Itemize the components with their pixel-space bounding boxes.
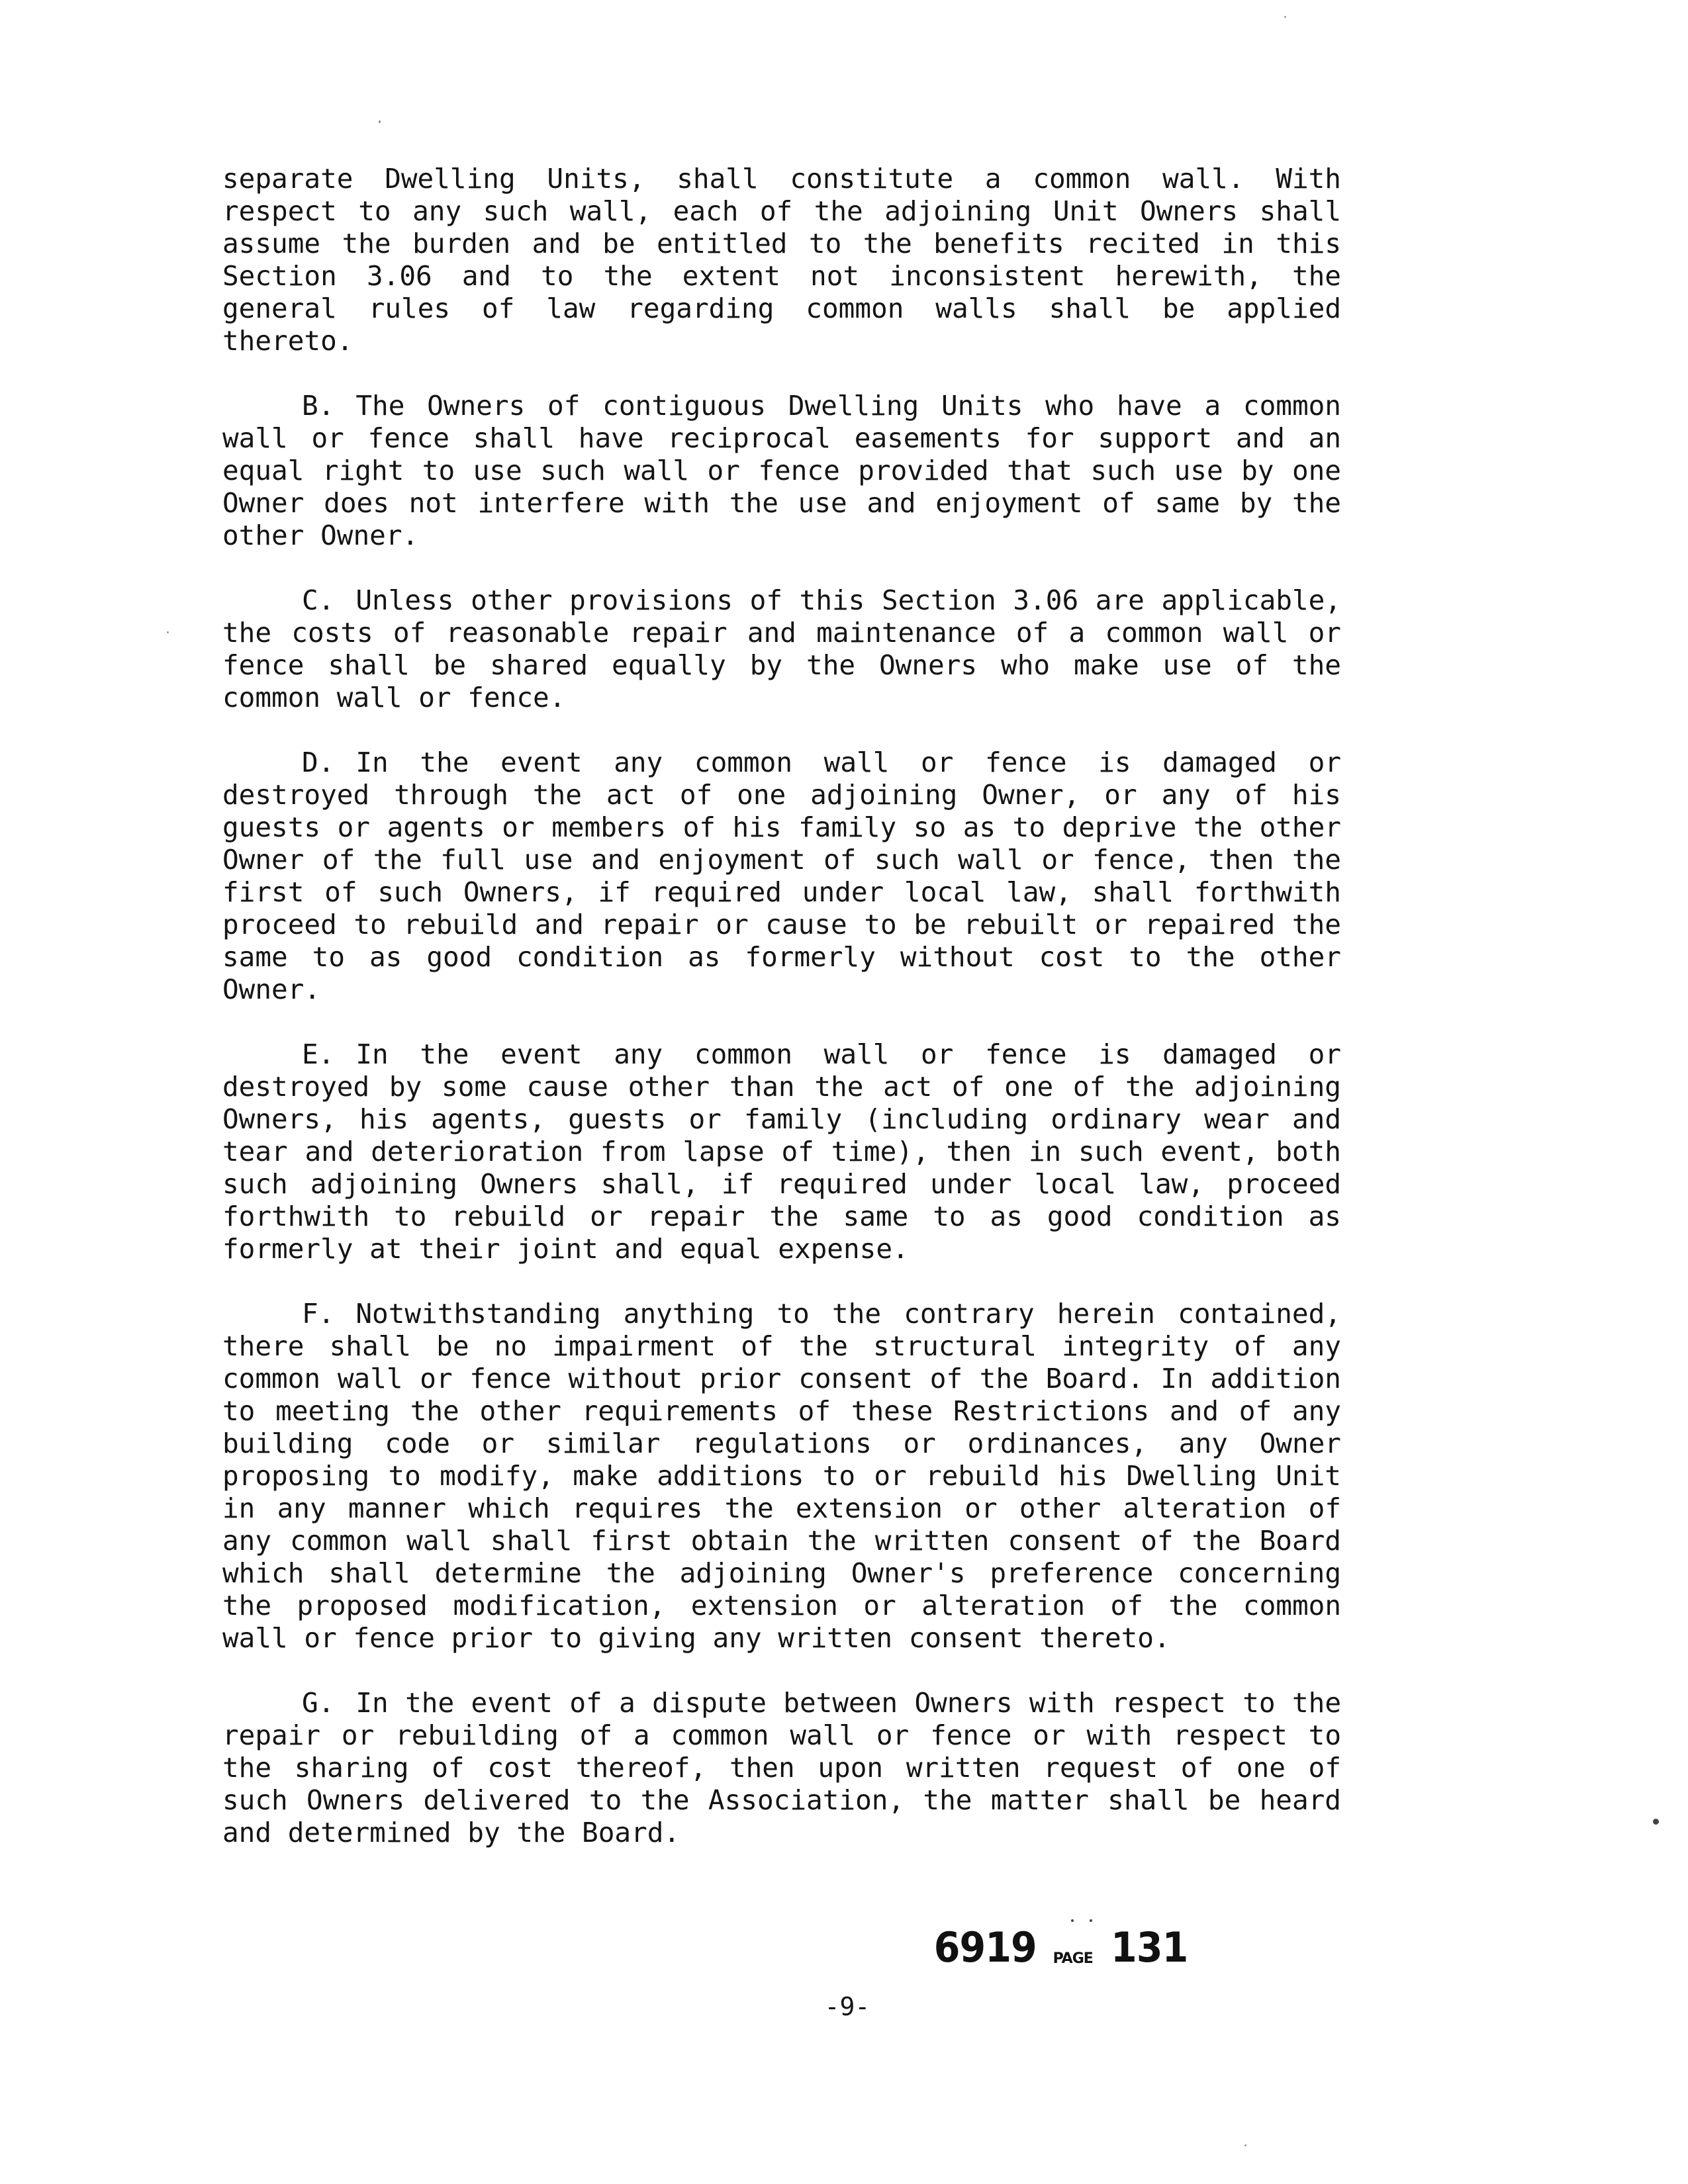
book-page-number: 131 bbox=[1110, 1923, 1188, 1972]
paragraph-d bbox=[222, 747, 1341, 1006]
scan-speck bbox=[167, 631, 169, 633]
paragraph-f bbox=[222, 1298, 1341, 1655]
paragraph-letter: F. bbox=[302, 1298, 335, 1330]
scan-speck bbox=[1090, 1919, 1092, 1922]
scan-speck bbox=[1284, 16, 1286, 18]
scan-speck bbox=[1244, 2144, 1246, 2146]
paragraph-g bbox=[222, 1687, 1341, 1849]
recording-book-page-stamp bbox=[929, 1923, 1191, 1972]
scan-speck bbox=[1653, 1819, 1659, 1825]
paragraph-letter: E. bbox=[302, 1038, 335, 1070]
paragraph-text: In the event any common wall or fence is damaged or destroyed by some cause other than the act of one of the adjoining Owners, his agents, guests or family (including ordinary wear and tear and deterioration from lapse of time), then in such event, both such adjoining Owners shall, if required under local law, proceed forthwith to rebuild or repair the same to as good condition as formerly at their joint and equal expense. bbox=[222, 1038, 1341, 1265]
paragraph-letter: B. bbox=[302, 390, 335, 422]
paragraph-text: In the event of a dispute between Owners with respect to the repair or rebuilding of a common wall or fence or with respect to the sharing of cost thereof, then upon written request of one of such Owners delivered to the Association, the matter shall be heard and determined by the Board. bbox=[222, 1687, 1341, 1848]
paragraph-text: In the event any common wall or fence is damaged or destroyed through the act of one adjoining Owner, or any of his guests or agents or members of his family so as to deprive the other Owner of the full use and enjoyment of such wall or fence, then the first of such Owners, if required under local law, shall forthwith proceed to rebuild and repair or cause to be rebuilt or repaired the same to as good condition as formerly without cost to the other Owner. bbox=[222, 747, 1341, 1005]
paragraph-continuation bbox=[222, 163, 1341, 357]
scan-speck bbox=[1071, 1919, 1074, 1922]
paragraph-letter: C. bbox=[302, 584, 335, 616]
paragraph-c bbox=[222, 584, 1341, 714]
book-number: 6919 bbox=[933, 1923, 1037, 1972]
paragraph-letter: D. bbox=[302, 747, 335, 778]
paragraph-letter: G. bbox=[302, 1687, 335, 1719]
paragraph-text: separate Dwelling Units, shall constitute a common wall. With respect to any such wall, each of the adjoining Unit Owners shall assume the burden and be entitled to the benefits recited in this Section 3.06 and to the extent not inconsistent herewith, the general rules of law regarding common walls shall be applied thereto. bbox=[222, 163, 1341, 357]
page-label: PAGE bbox=[1053, 1950, 1093, 1967]
page-number: -9- bbox=[824, 1992, 870, 2021]
paragraph-b bbox=[222, 390, 1341, 552]
scan-speck bbox=[379, 120, 381, 123]
paragraph-e bbox=[222, 1038, 1341, 1265]
paragraph-text: Unless other provisions of this Section 3.06 are applicable, the costs of reasonable repair and maintenance of a common wall or fence shall be shared equally by the Owners who make use of the common wall or fence. bbox=[222, 584, 1341, 713]
body-text bbox=[222, 163, 1341, 1882]
paragraph-text: Notwithstanding anything to the contrary herein contained, there shall be no impairment of the structural integrity of any common wall or fence without prior consent of the Board. In addition to meeting the other requirements of these Restrictions and of any building code or similar regulations or ordinances, any Owner proposing to modify, make additions to or rebuild his Dwelling Unit in any manner which requires the extension or other alteration of any common wall shall first obtain the written consent of the Board which shall determine the adjoining Owner's preference concerning the proposed modification, extension or alteration of the common wall or fence prior to giving any written consent thereto. bbox=[222, 1298, 1341, 1654]
paragraph-text: The Owners of contiguous Dwelling Units who have a common wall or fence shall have reciprocal easements for support and an equal right to use such wall or fence provided that such use by one Owner does not interfere with the use and enjoyment of same by the other Owner. bbox=[222, 390, 1341, 551]
